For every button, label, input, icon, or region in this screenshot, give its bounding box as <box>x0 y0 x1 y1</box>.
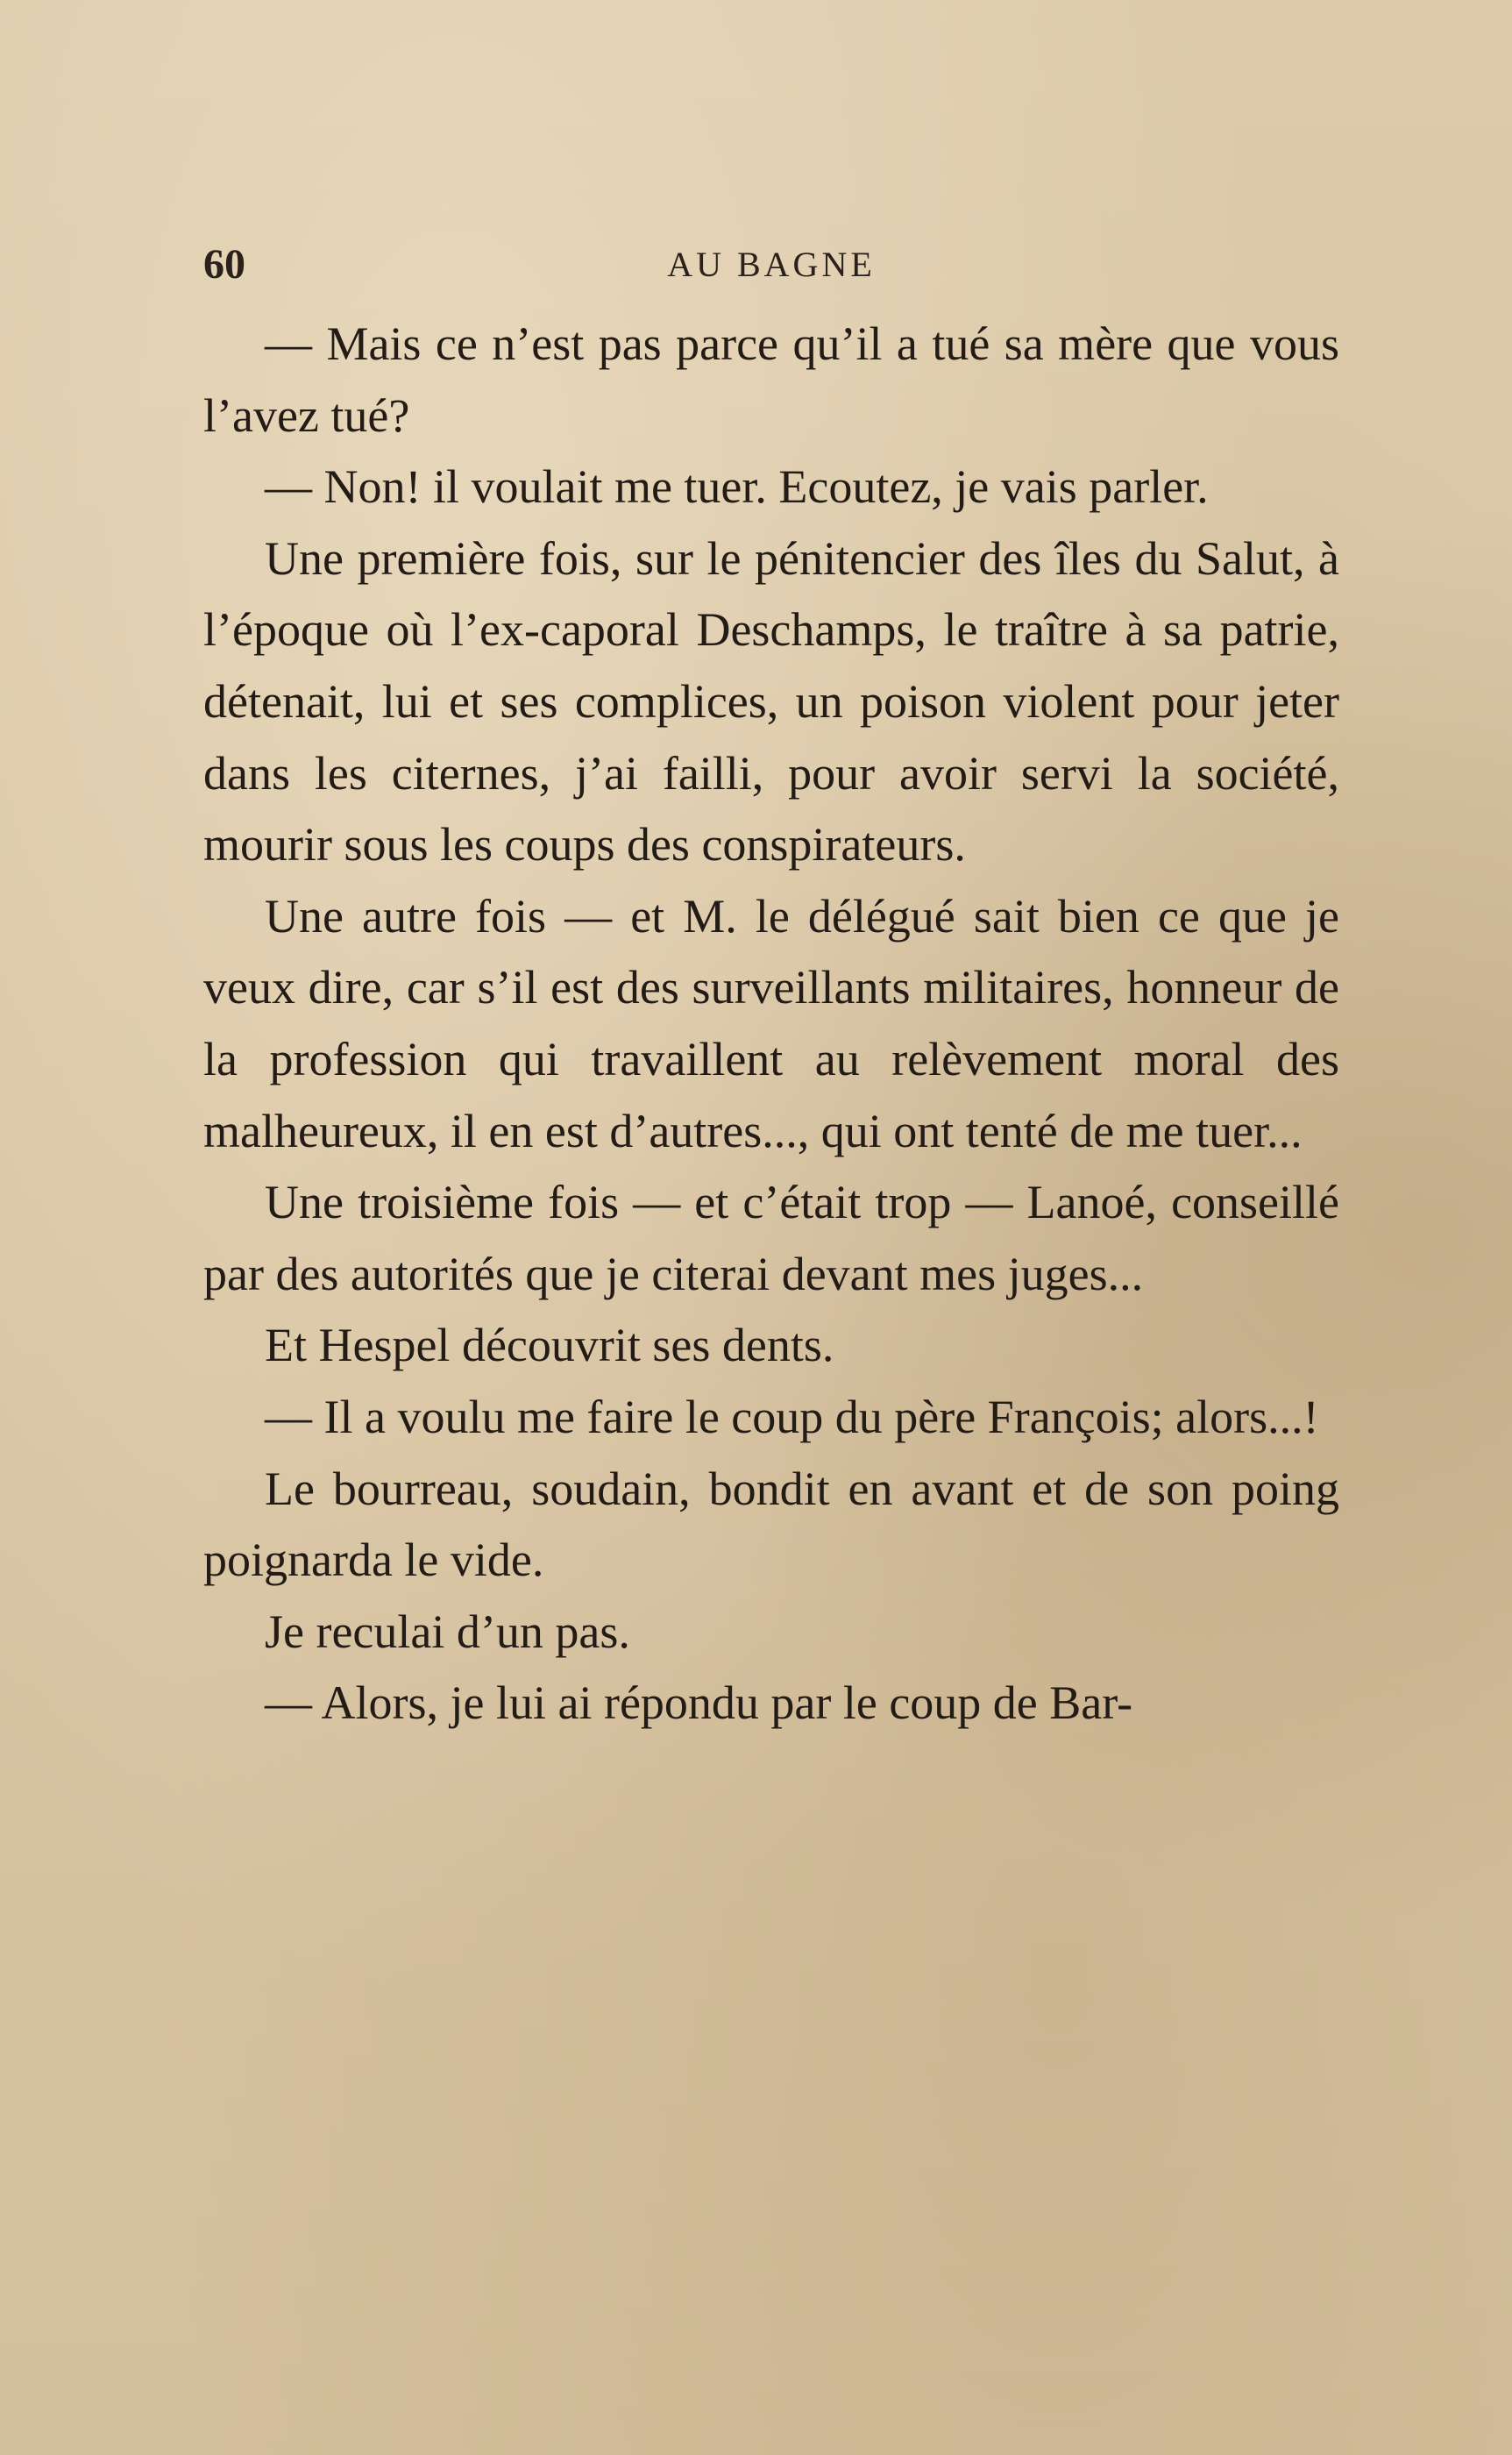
page-number: 60 <box>203 241 245 288</box>
paragraph: Je reculai d’un pas. <box>265 1605 630 1658</box>
paragraph: Une troisième fois — et c’était trop — Lanoé, conseillé par des autorités que je citerai devant mes juges... <box>203 1176 1339 1300</box>
paragraph: — Il a voulu me faire le coup du père François; alors...! <box>265 1390 1319 1443</box>
paragraph: Et Hespel découvrit ses dents. <box>265 1319 834 1372</box>
paragraph: — Mais ce n’est pas parce qu’il a tué sa mère que vous l’avez tué? <box>203 317 1339 442</box>
body-text <box>203 309 1339 1740</box>
paragraph: — Non! il voulait me tuer. Ecoutez, je vais parler. <box>265 460 1209 514</box>
paragraph: Une autre fois — et M. le délégué sait bien ce que je veux dire, car s’il est des surveillants militaires, honneur de la profession qui travaillent au relèvement moral des malheureux, il en est d’autres..., qui ont tenté de me tuer... <box>203 889 1339 1157</box>
paragraph: Le bourreau, soudain, bondit en avant et de son poing poignarda le vide. <box>203 1462 1339 1587</box>
running-title: AU BAGNE <box>667 245 876 284</box>
paragraph: — Alors, je lui ai répondu par le coup de Bar- <box>265 1676 1133 1730</box>
page-header <box>203 238 1339 291</box>
paragraph: Une première fois, sur le pénitencier des îles du Salut, à l’époque où l’ex-caporal Deschamps, le traître à sa patrie, détenait, lui et ses complices, un poison violent pour jeter dans les citernes, j’ai failli, pour avoir servi la société, mourir sous les coups des conspirateurs. <box>203 531 1339 872</box>
